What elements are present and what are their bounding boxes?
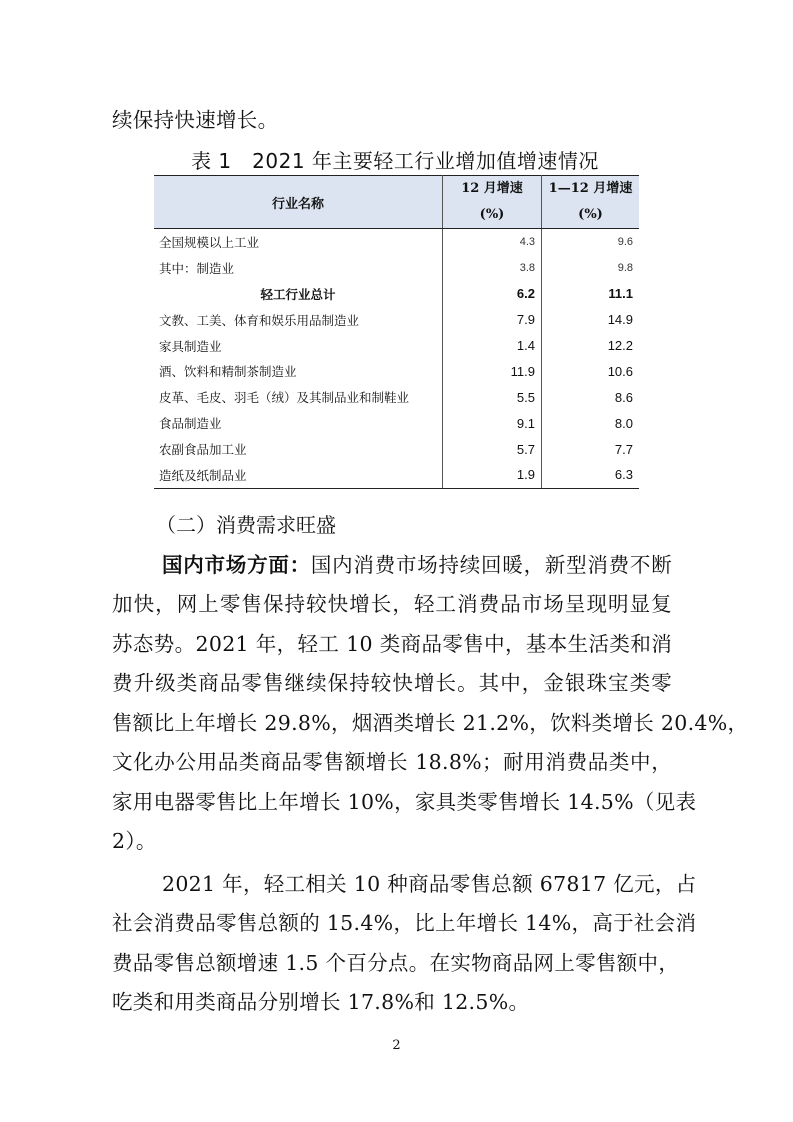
table-row: 家具制造业 1.4 12.2	[154, 333, 639, 359]
table-row: 文教、工美、体育和娱乐用品制造业 7.9 14.9	[154, 307, 639, 333]
header-ytd: 1—12 月增速 (%)	[542, 176, 640, 229]
growth-table	[154, 175, 639, 489]
header-dec: 12 月增速 (%)	[443, 176, 542, 229]
table-header-row	[154, 176, 639, 229]
table-row: 造纸及纸制品业 1.9 6.3	[154, 462, 639, 488]
paragraph1-line1: 国内市场方面：国内消费市场持续回暖，新型消费不断	[162, 553, 672, 577]
header-name: 行业名称	[154, 176, 443, 229]
table-row: 皮革、毛皮、羽毛（绒）及其制品业和制鞋业 5.5 8.6	[154, 384, 639, 410]
paragraph1-line7: 家用电器零售比上年增长 10%，家具类零售增长 14.5%（见表	[112, 790, 697, 814]
table-row: 其中：制造业 3.8 9.8	[154, 255, 639, 281]
table-row: 食品制造业 9.1 8.0	[154, 410, 639, 436]
table-row: 全国规模以上工业 4.3 9.6	[154, 229, 639, 255]
table-row: 农副食品加工业 5.7 7.7	[154, 436, 639, 462]
paragraph1-line4: 费升级类商品零售继续保持较快增长。其中，金银珠宝类零	[112, 671, 672, 695]
paragraph1-line2: 加快，网上零售保持较快增长，轻工消费品市场呈现明显复	[112, 592, 672, 616]
paragraph1-line3: 苏态势。2021 年，轻工 10 类商品零售中，基本生活类和消	[112, 632, 672, 656]
page-number: 2	[392, 1038, 401, 1053]
intro-line: 续保持快速增长。	[112, 108, 279, 132]
paragraph2-line4: 吃类和用类商品分别增长 17.8%和 12.5%。	[112, 990, 530, 1014]
paragraph2-line3: 费品零售总额增速 1.5 个百分点。在实物商品网上零售额中，	[112, 951, 680, 975]
table-row-total: 轻工行业总计 6.2 11.1	[154, 281, 639, 307]
paragraph1-lead: 国内市场方面：	[162, 553, 311, 577]
paragraph1-line5: 售额比上年增长 29.8%，烟酒类增长 21.2%，饮料类增长 20.4%，	[112, 711, 749, 735]
table-caption: 表 1 2021 年主要轻工行业增加值增速情况	[191, 149, 599, 173]
table-row: 酒、饮料和精制茶制造业 11.9 10.6	[154, 358, 639, 384]
paragraph1-line8: 2）。	[112, 829, 157, 853]
section-heading: （二）消费需求旺盛	[156, 513, 336, 537]
paragraph2-line2: 社会消费品零售总额的 15.4%，比上年增长 14%，高于社会消	[112, 911, 697, 935]
paragraph1-line6: 文化办公用品类商品零售额增长 18.8%；耐用消费品类中，	[112, 750, 672, 774]
paragraph2-line1: 2021 年，轻工相关 10 种商品零售总额 67817 亿元，占	[162, 872, 697, 896]
